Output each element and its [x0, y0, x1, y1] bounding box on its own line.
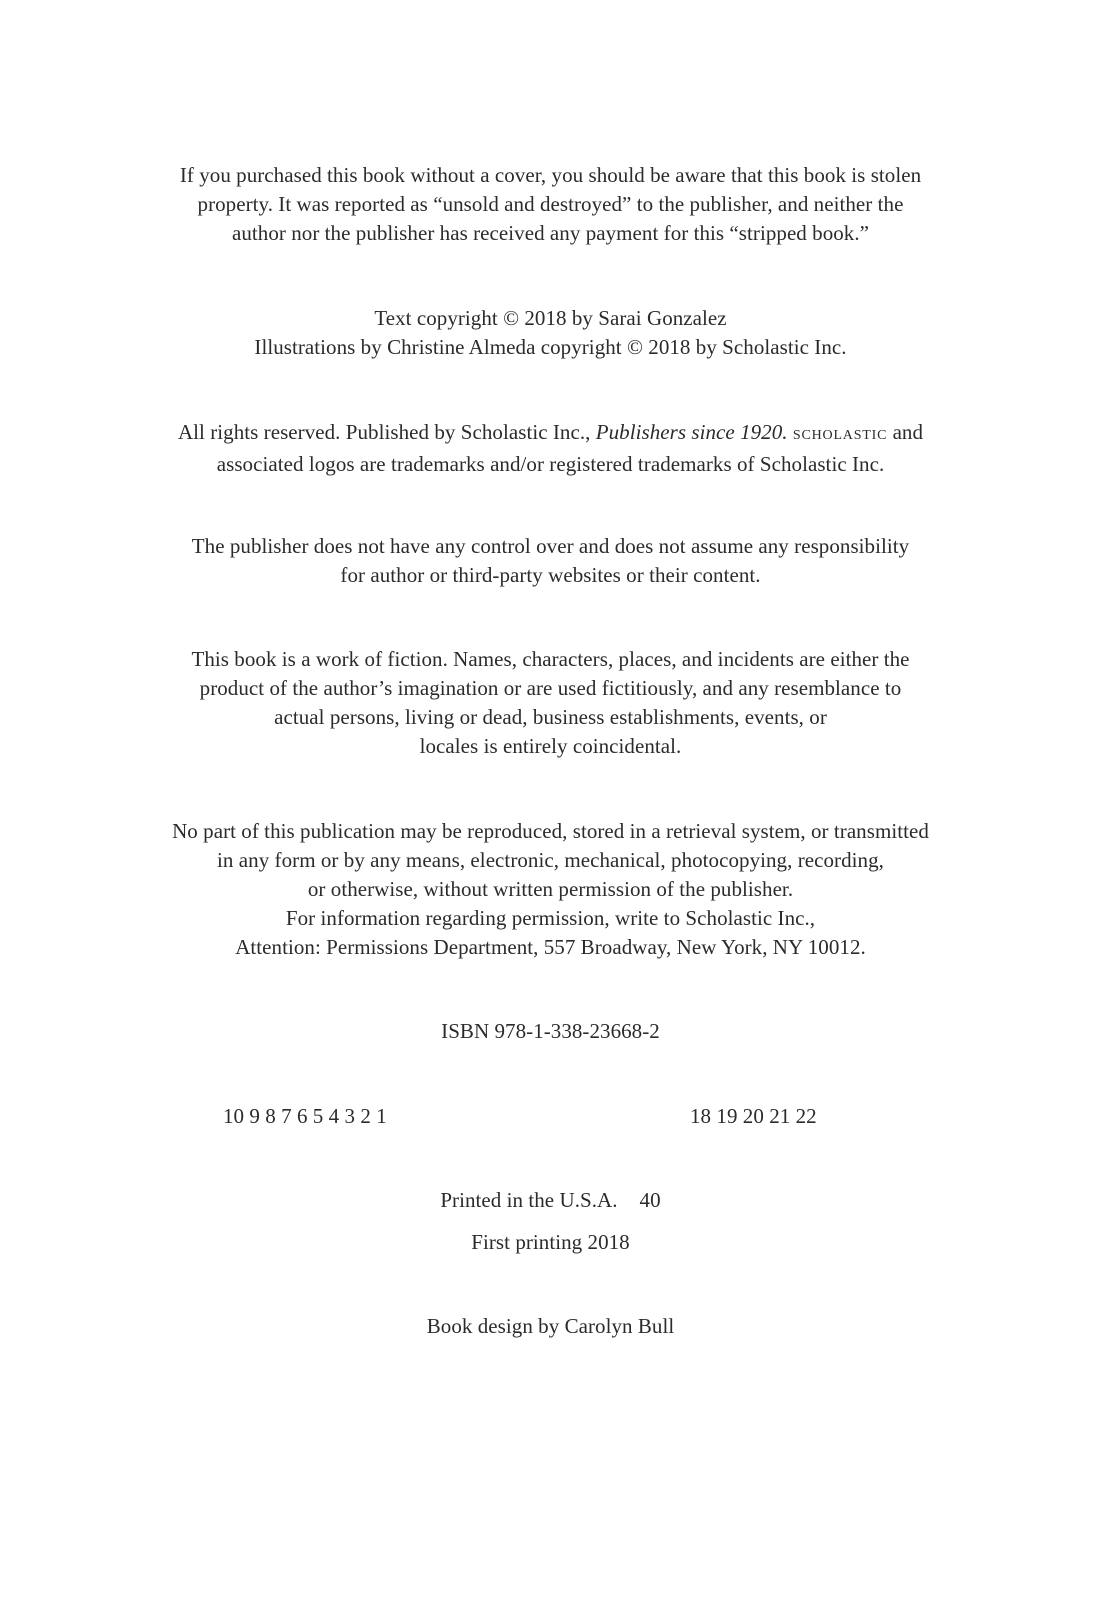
first-printing	[0, 1228, 1101, 1257]
disclaimer-line: product of the author’s imagination or are used fictitiously, and any resemblance to	[199, 676, 902, 700]
printed-in-line	[0, 1186, 1101, 1215]
disclaimer-line: actual persons, living or dead, business establishments, events, or	[274, 705, 827, 729]
rights-text: All rights reserved. Published by Scholastic Inc.,	[177, 420, 596, 444]
notice-line: in any form or by any means, electronic, mechanical, photocopying, recording,	[217, 848, 884, 872]
notice-line: For information regarding permission, write to Scholastic Inc.,	[285, 906, 816, 930]
first-printing-text: First printing 2018	[471, 1230, 630, 1254]
printing-code: 40	[639, 1188, 661, 1212]
isbn-number: ISBN 978-1-338-23668-2	[441, 1019, 660, 1043]
printed-in-label: Printed in the U.S.A.	[440, 1188, 618, 1212]
scholastic-trademark: SCHOLASTIC	[792, 428, 888, 443]
notice-line: property. It was reported as “unsold and destroyed” to the publisher, and neither the	[197, 192, 904, 216]
rights-text-end: and	[887, 420, 924, 444]
notice-line: No part of this publication may be reproduced, stored in a retrieval system, or transmitted	[172, 819, 929, 843]
stolen-book-notice	[0, 161, 1101, 248]
illustrations-copyright-line: Illustrations by Christine Almeda copyright © 2018 by Scholastic Inc.	[254, 335, 847, 359]
publishers-since-text: Publishers since 1920.	[595, 420, 788, 444]
book-design-text: Book design by Carolyn Bull	[426, 1314, 675, 1338]
disclaimer-line: This book is a work of fiction. Names, characters, places, and incidents are either the	[191, 647, 910, 671]
notice-line: author nor the publisher has received any payment for this “stripped book.”	[231, 221, 870, 245]
notice-line: If you purchased this book without a cover, you should be aware that this book is stolen	[179, 163, 922, 187]
disclaimer-line: for author or third-party websites or their content.	[340, 563, 761, 587]
fiction-disclaimer	[0, 645, 1101, 761]
text-copyright-line: Text copyright © 2018 by Sarai Gonzalez	[374, 306, 727, 330]
isbn	[0, 1017, 1101, 1046]
impression-numbers: 10 9 8 7 6 5 4 3 2 1	[223, 1104, 387, 1128]
disclaimer-line: The publisher does not have any control over and does not assume any responsibility	[191, 534, 910, 558]
book-design-credit	[0, 1312, 1101, 1341]
year-numbers: 18 19 20 21 22	[690, 1104, 817, 1128]
rights-reserved-notice	[0, 418, 1101, 479]
copyright-notice	[0, 304, 1101, 362]
rights-line-2: associated logos are trademarks and/or registered trademarks of Scholastic Inc.	[216, 452, 885, 476]
notice-line: Attention: Permissions Department, 557 Broadway, New York, NY 10012.	[235, 935, 866, 959]
disclaimer-line: locales is entirely coincidental.	[419, 734, 682, 758]
reproduction-notice	[0, 817, 1101, 962]
rights-line-1	[0, 418, 1101, 450]
notice-line: or otherwise, without written permission of the publisher.	[307, 877, 794, 901]
websites-disclaimer	[0, 532, 1101, 590]
